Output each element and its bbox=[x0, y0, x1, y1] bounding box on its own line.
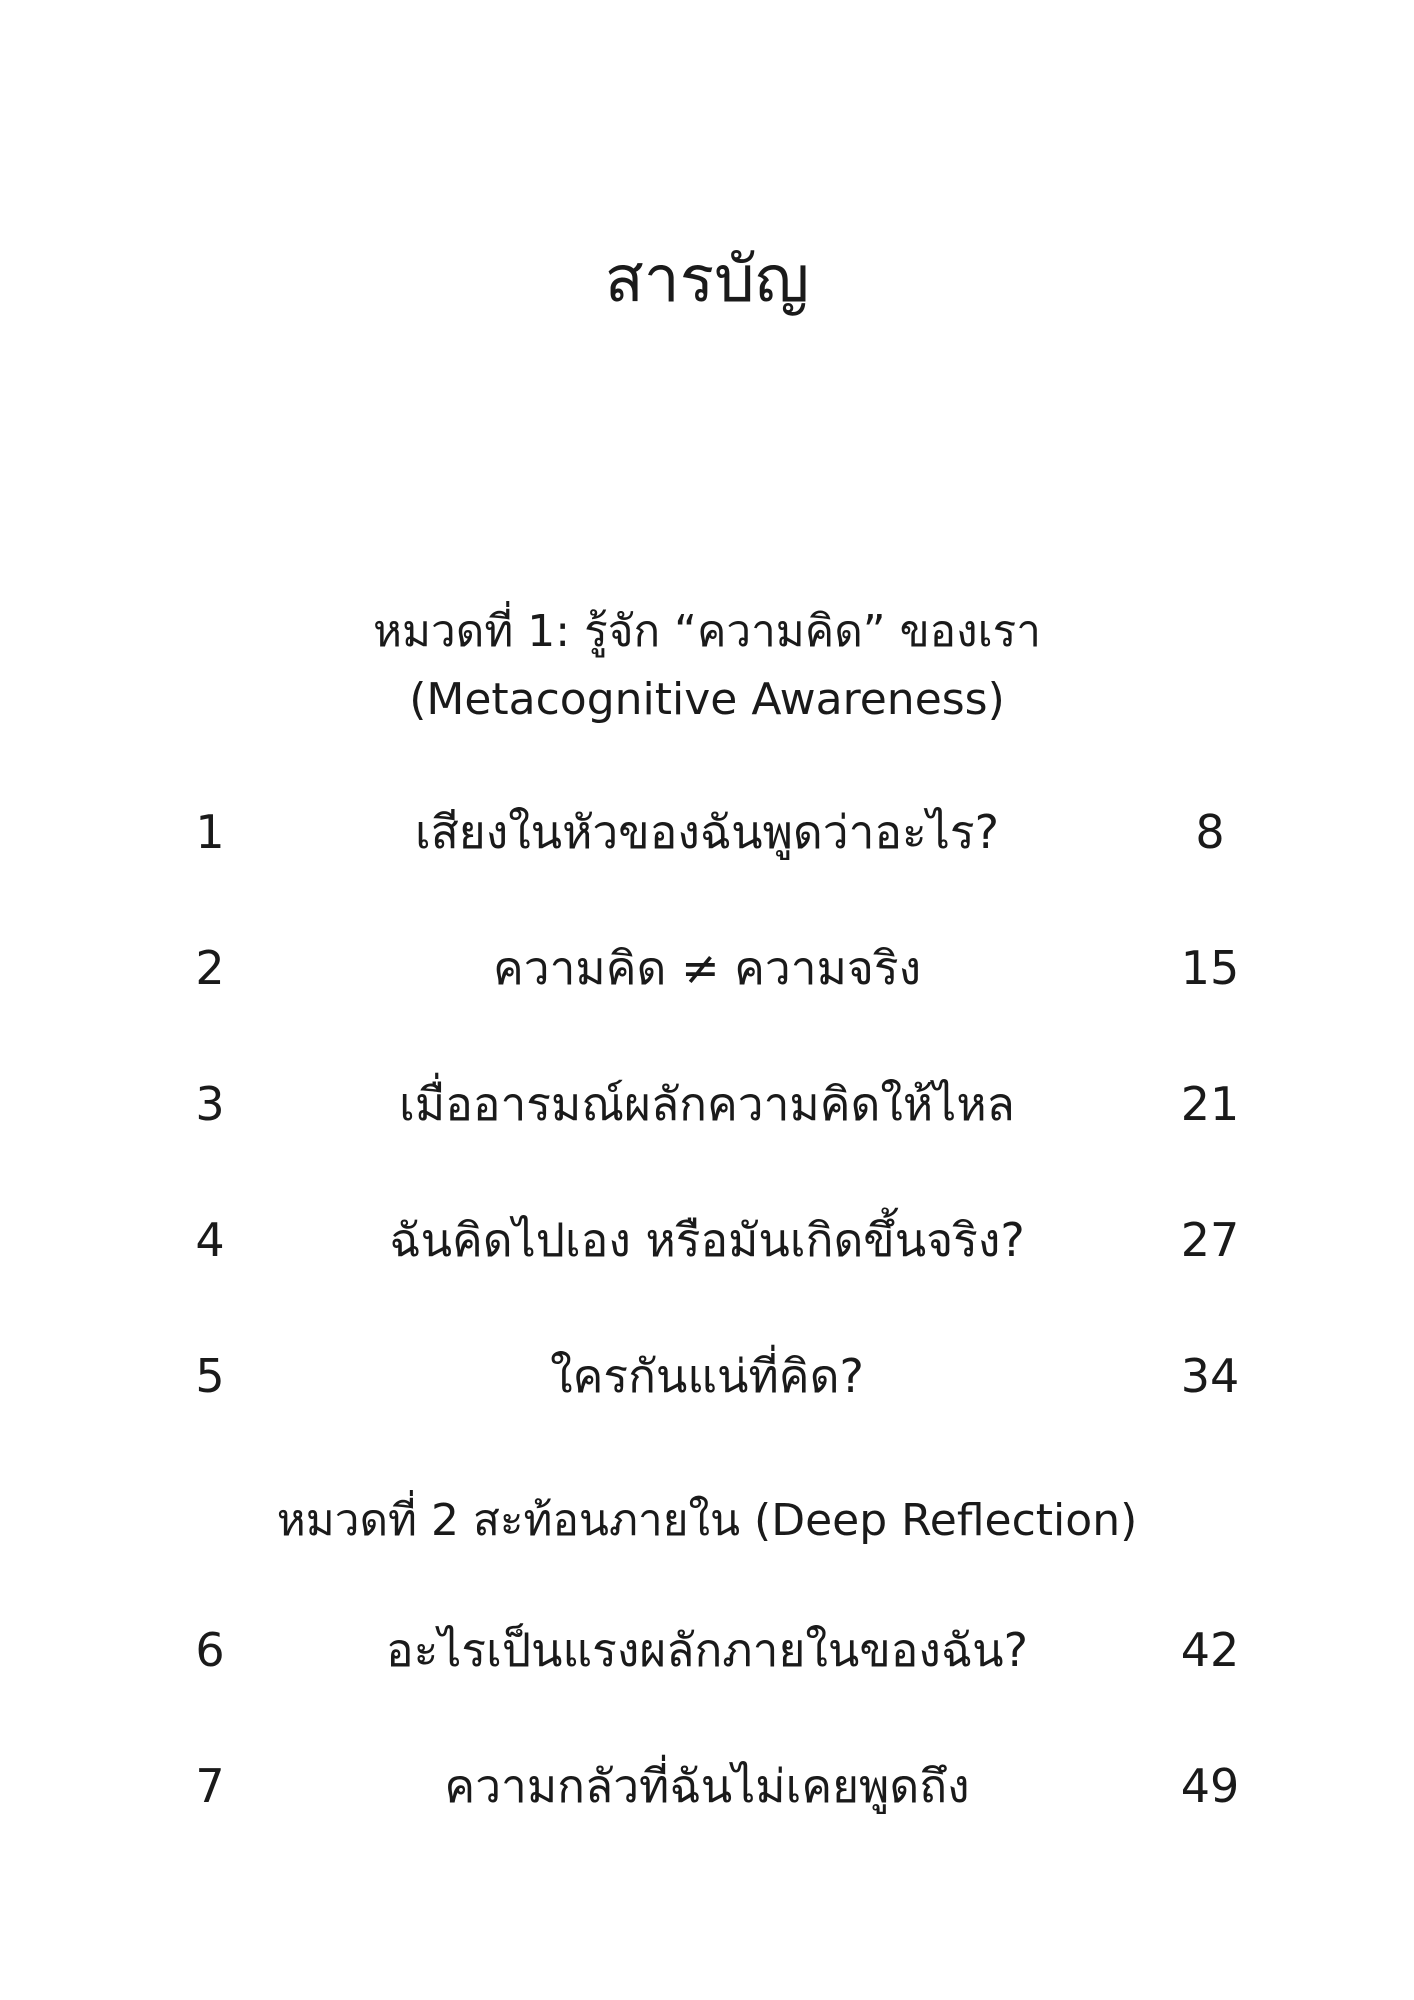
section-1-heading-line1: หมวดที่ 1: รู้จัก “ความคิด” ของเรา bbox=[373, 606, 1041, 657]
entry-page-number: 8 bbox=[1195, 805, 1225, 859]
toc-entry-1[interactable] bbox=[0, 792, 1414, 872]
entry-page-number: 49 bbox=[1180, 1759, 1240, 1813]
toc-entry-2[interactable] bbox=[0, 928, 1414, 1008]
entry-page-number: 27 bbox=[1180, 1213, 1240, 1267]
toc-entry-3[interactable] bbox=[0, 1064, 1414, 1144]
entry-number: 5 bbox=[195, 1349, 225, 1403]
entry-number: 4 bbox=[195, 1213, 225, 1267]
entry-page-number: 15 bbox=[1180, 941, 1240, 995]
entry-page-number: 42 bbox=[1180, 1623, 1240, 1677]
entry-number: 3 bbox=[195, 1077, 225, 1131]
section-1-heading bbox=[0, 598, 1414, 734]
entry-number: 2 bbox=[195, 941, 225, 995]
entry-title: เสียงในหัวของฉันพูดว่าอะไร? bbox=[414, 805, 1000, 859]
entry-title: อะไรเป็นแรงผลักภายในของฉัน? bbox=[385, 1623, 1029, 1677]
page-title: สารบัญ bbox=[604, 243, 810, 317]
entry-page-number: 34 bbox=[1180, 1349, 1240, 1403]
entry-number: 1 bbox=[195, 805, 225, 859]
entry-title: ความคิด ≠ ความจริง bbox=[492, 941, 922, 995]
toc-entry-4[interactable] bbox=[0, 1200, 1414, 1280]
toc-entry-7[interactable] bbox=[0, 1746, 1414, 1826]
toc-entry-6[interactable] bbox=[0, 1610, 1414, 1690]
entry-title: ฉันคิดไปเอง หรือมันเกิดขึ้นจริง? bbox=[389, 1213, 1025, 1267]
entry-number: 7 bbox=[195, 1759, 225, 1813]
entry-page-number: 21 bbox=[1180, 1077, 1240, 1131]
section-2-heading: หมวดที่ 2 สะท้อนภายใน (Deep Reflection) bbox=[276, 1495, 1138, 1546]
toc-entry-5[interactable] bbox=[0, 1336, 1414, 1416]
entry-title: เมื่ออารมณ์ผลักความคิดให้ไหล bbox=[399, 1077, 1015, 1131]
entry-title: ใครกันแน่ที่คิด? bbox=[550, 1349, 864, 1403]
entry-number: 6 bbox=[195, 1623, 225, 1677]
section-1-heading-line2: (Metacognitive Awareness) bbox=[409, 674, 1005, 725]
entry-title: ความกลัวที่ฉันไม่เคยพูดถึง bbox=[444, 1759, 970, 1813]
